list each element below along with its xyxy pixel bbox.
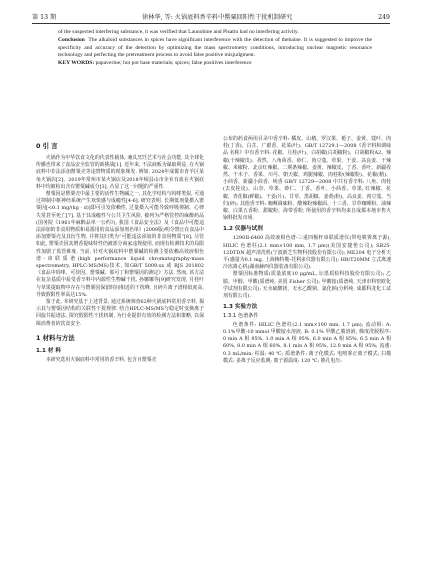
spices-list-paragraph: 公布的药食两用目录中香辛料: 橘皮、山楂、罗汉果、栀子、姜黄、蔻叶、肉桂(丁香)、白芷、广藿香、花菜(叶)、GB/T 12729.1—2008《香辛料和调味品 名称》中有香辛料: 花椒、月桂(叶)、白胡椒(白胡椒粉)、白胡椒粉A2、辣椒(干辣椒皮)、孜然、八角茴香、砂仁、肉豆蔻、草果、干姜、高良姜、干辣椒、米椒粉、北京红辣椒、二荆条辣椒、姜黄、辣椒皮、丁香、香叶、新疆孜然、干木子、香果、川芎、朝天椒、鸡腿辣椒、肉桂粉(辣椒粉)、花椒(精)、小茴香、新疆小茴香、纯香 GB/T 12729—2008 中共有香辛料: 八角、肉桂(去皮桂皮)、山奈、草果、砂仁、丁香、香叶、小茴香、草果, 红辣椒、花椒、青花椒(鲜椒)、干姜(片)、甘草、黑胡椒、姜黄(粉)、高良姜、肉豆蔻、当归(碎); 其他香辛料: 咖喱调味粉、酸辣粉辣椒面、十三香、甘草咖喱粉、油辣椒、白果五香粉、甜椒粉、海带香粉, 所使用的香辛料均来自成都本地市售火锅料批发市场. xyxy=(223,136,391,222)
intro-paragraph-1: 火锅作为中华饮食文化的代表性载体, 兼具烹饪艺术与社会功能, 其全球化传播也带来了食品安全监管的新挑战[1]. 近年来, 不法商贩为谋取利益, 在火锅底料中非法添加罂粟壳等违禁物质的现象频发. 例如, 2024年成都市青羊区某兔火锅店[2]、2019年常州市某火锅店及2018年岷县山市企业有血在火锅底料中均被检出含有罂粟碱成分[3], 凸显了这一问题的严重性. xyxy=(36,155,204,190)
chromatography-paragraph: 色谱条件: HILIC 色谱柱(2.1 mm×100 mm, 1.7 μm); 流动相: A: 0.1%甲酸-10 mmol 甲酸铵水溶液, B: 0.1% 甲酸乙腈溶液, 梯度洗脱程序: 0 min A 相 95%, 1.0 min A 相 95%, 6.0 min A 相 85%, 6.5 min A 相 60%, 8.0 min A 相 60%, 8.1 min A 相 95%, 12.0 min A 相 95%; 流速: 0.3 mL/min; 柱温: 40 ℃; 质谱条件: 离子化模式: 电喷雾正离子模式; 扫描模式: 多离子反应监测; 离子源温度: 120 ℃; 锥孔电压: xyxy=(223,321,391,364)
running-title: 徐林华, 等: 火锅底料香辛料中罂粟回阳性干扰机制研究 xyxy=(142,14,293,21)
section-1-3-heading: 1.3 实验方法 xyxy=(223,304,258,311)
reagents-paragraph: 罂粟因标准物质(质量浓度10 μg/mL, 坛墨质检科技股份有限公司); 乙腈、甲醇、甲酸(质谱纯, 美国 Fisher 公司); 甲酸铵(质谱纯, 天津市科密欧化学试剂有限公司); 无水硫酸镁、无水乙酸钠、氯化钠(分析纯, 成都科龙化工试剂有限公司). xyxy=(223,271,391,300)
materials-paragraph: 本研究选用火锅底料中常用的香辛料, 包含且罂粟壳 xyxy=(45,356,157,363)
conclusion-paragraph xyxy=(58,37,372,60)
page-number: 249 xyxy=(378,14,390,21)
abstract-tail: of the suspected interfering substance, it was verified that Launobine and Pisatin had no interfering activity. xyxy=(58,29,299,35)
conclusion-text: The alkaloid substances in spices have significant interference with the detection of thebaine. It is suggested to improve the specificity and accuracy of the detection by optimizing the mass spectrometry conditions, introducing nuclear magnetic resonance technology and perfecting the pretreatment process to avoid false positive misjudgment. xyxy=(58,36,372,59)
right-column xyxy=(223,136,391,365)
intro-paragraph-2: 罂粟因是罂粟壳中最主要的活性生物碱之一, 其化学结构与吗啡类似, 可通过抑制中枢神经系统产生欢快感与成瘾性[4-6]. 研究表明, 长期低剂量摄入罂粟因[<0.1 mg/(kg · d)]即可引发依赖性, 过量摄入可能导致呼吸抑制、心律失常甚至死亡[7]. 基于其成瘾性与公共卫生风险, 被列为严格管控的麻醉药品(国务院《1961年麻醉品单一公约》), 我国《食品安全法》及《食品中可能违法添加的非食用物质和易滥用的食品添加剂名单》(2009版)明令禁止在食品中添加罂粟壳及其衍生物, 并将其归类为“可能违法添加的非食用物质”[8]. 尽管如此, 罂粟壳因其增香提味特性仍被部分商家违规使用, 而现有检测技术的局限性加剧了监管难度. 当前, 针对火锅底料中罂粟碱的检测主要依赖高效液相色谱-串联质谱(high performance liquid chromatography-mass spectrometry, HPLC-MS/MS)技术, 如GB/T 5009.xx 或 BJS 201802《食品中吗啡、可待因、罂粟碱、那可丁和罂粟因的测定》方法. 然而, 该方法在复杂基质中易受香辛料中内源性生物碱干扰, 孙娜娜等[9]研究发现, 月桂叶与草果提取物中存在与罂粟因保留时间相近的干扰峰, 且碎片离子谱相似度高, 导致假阳性率高达15%. xyxy=(36,191,204,298)
section-1-3-1-heading: 1.3.1 色谱条件 xyxy=(223,313,259,320)
section-1-2-heading: 1.2 仪器与试剂 xyxy=(223,226,263,233)
left-column xyxy=(36,142,204,364)
abstract-block xyxy=(58,29,372,68)
conclusion-label: Conclusion xyxy=(58,36,85,43)
page-header xyxy=(32,8,390,24)
keywords-paragraph xyxy=(58,60,372,68)
keywords-text: papaverine; hot pot base materials; spices; false positives interference xyxy=(95,60,252,67)
section-0-heading: 0 引 言 xyxy=(36,142,58,150)
keywords-label: KEY WORDS: xyxy=(58,60,95,67)
section-1-heading: 1 材料与方法 xyxy=(36,333,75,342)
intro-paragraph-3: 鉴于此, 本研究基于上述背景, 通过系统筛查62种火锅底料常用香辛料, 揭示其与罂粟因结构的关联性干扰规律. 结合HPLC-MS/MS与稳定时变换离子回旋共振谱法, 探究假阳性干扰机制, 为行业提供有效的检测方法和策略, 以保障消费者的饮食安全. xyxy=(36,299,204,327)
issue-number: 第 13 期 xyxy=(32,14,57,21)
instruments-paragraph: 1290II-6460 高效液相色谱-三重四极杆串联质谱仪(带电喷雾离子源), HILIC 色谱柱(2.1 mm×100 mm, 1.7 μm)(美国安捷伦公司); SB25-12DTDN 超声清洗机(宁波新芝生物科技股份有限公司); ME204 电子分析天平(感量为0.1 mg, 上海梅特勒-托利多仪器有限公司); HR/T20MM 立式离速冷冻离心机(湖南赫西仪器装备有限公司). xyxy=(223,235,391,271)
section-1-1-heading: 1.1 材 料 xyxy=(36,347,61,354)
